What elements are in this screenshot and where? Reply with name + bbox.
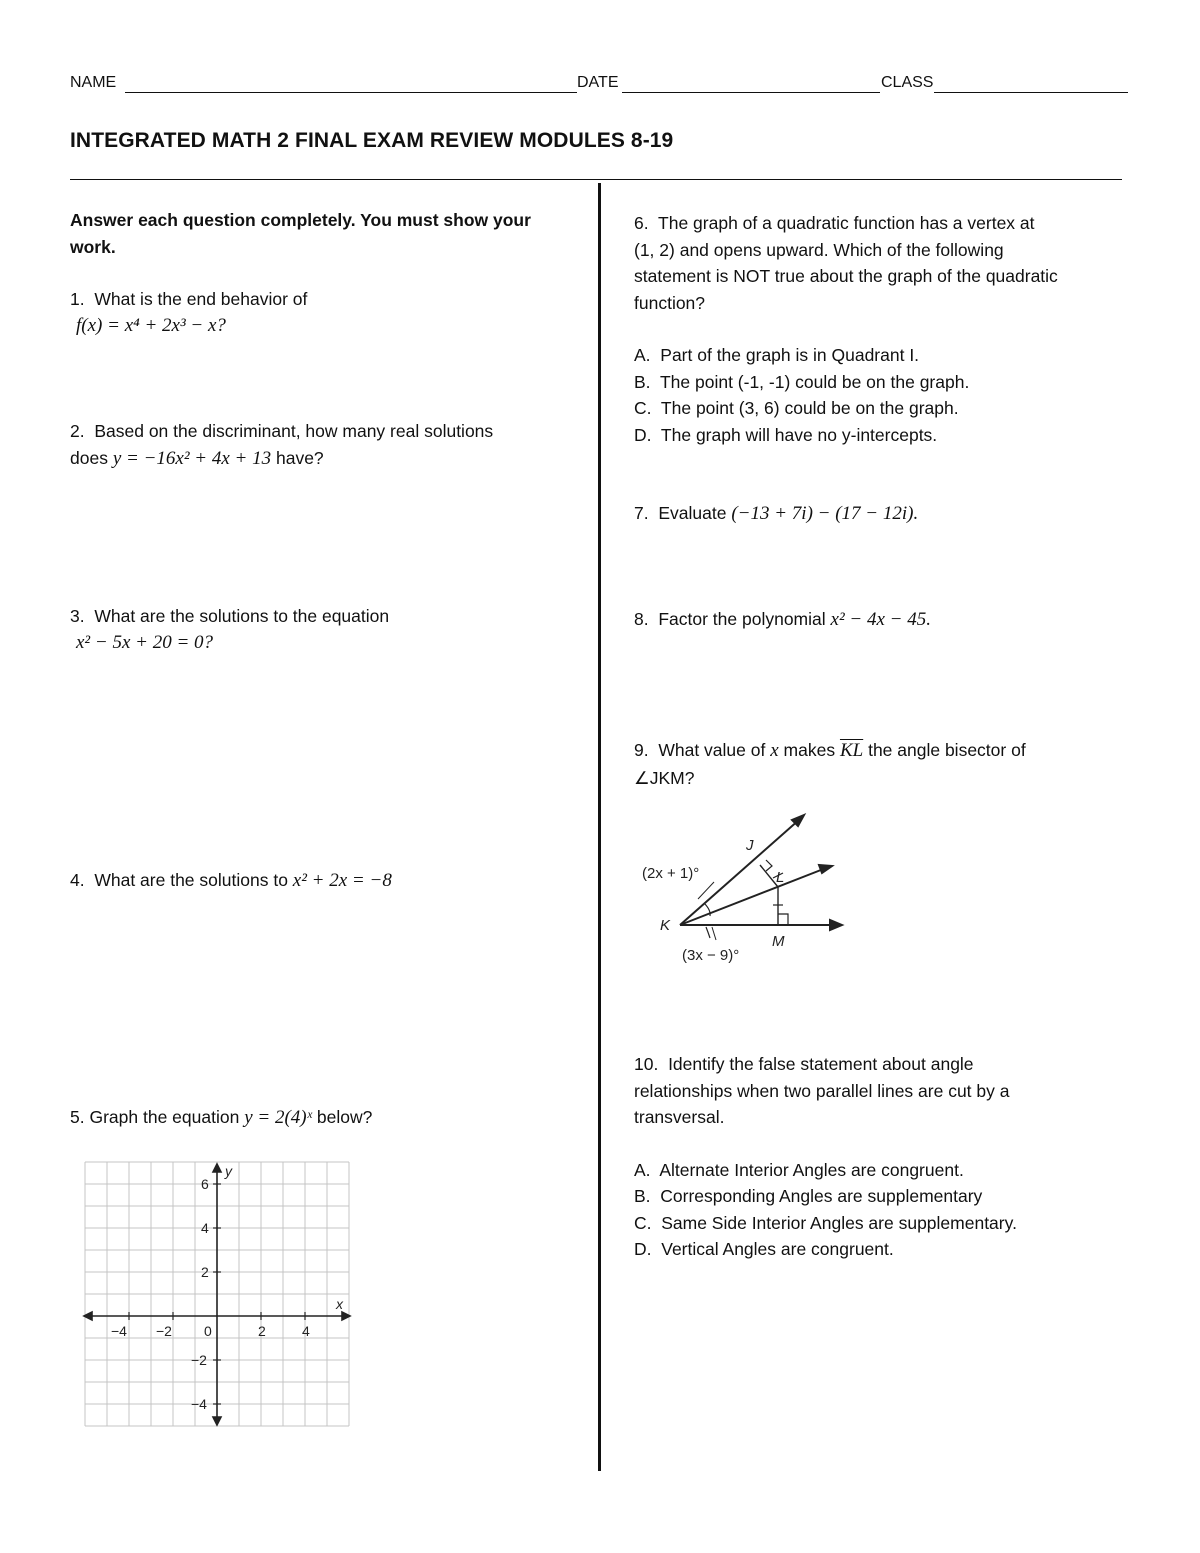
question-6 xyxy=(634,210,1134,448)
ray-kl-arrow xyxy=(819,865,832,873)
q6-option-a[interactable]: A. Part of the graph is in Quadrant I. xyxy=(634,345,920,365)
date-label: DATE xyxy=(577,74,619,91)
question-3 xyxy=(70,603,570,656)
question-4 xyxy=(70,867,570,895)
y-tick-label: 2 xyxy=(201,1264,209,1280)
question-9 xyxy=(634,737,1134,791)
x-tick-label: 2 xyxy=(258,1323,266,1339)
y-axis-label: y xyxy=(225,1163,232,1179)
label-j: J xyxy=(746,837,754,854)
question-1 xyxy=(70,286,570,339)
q7-text: Evaluate xyxy=(658,503,727,523)
x-tick-label: 4 xyxy=(302,1323,310,1339)
q1-text: What is the end behavior of xyxy=(94,289,308,309)
name-field[interactable] xyxy=(125,92,577,93)
q6-line: (1, 2) and opens upward. Which of the following xyxy=(634,239,1004,260)
class-field[interactable] xyxy=(934,92,1128,93)
q10-line: transversal. xyxy=(634,1107,725,1127)
q6-line: statement is NOT true about the graph of the quadratic xyxy=(634,266,1058,286)
question-10 xyxy=(634,1051,1134,1263)
page-title: INTEGRATED MATH 2 FINAL EXAM REVIEW MODULES 8-19 xyxy=(70,129,674,152)
angle-bisector-figure xyxy=(636,810,850,970)
date-field[interactable] xyxy=(622,92,880,93)
q10-option-d[interactable]: D. Vertical Angles are congruent. xyxy=(634,1239,894,1259)
q9-text3: the angle bisector of xyxy=(868,740,1026,760)
q10-line: relationships when two parallel lines are cut by a xyxy=(634,1080,1010,1101)
q2-text3: have? xyxy=(275,447,324,468)
q7-math: (−13 + 7i) − (17 − 12i). xyxy=(731,503,919,524)
y-axis-arrow-down xyxy=(213,1417,221,1425)
q1-number: 1. xyxy=(70,289,85,309)
ray-kl xyxy=(680,868,826,925)
label-k: K xyxy=(660,917,671,934)
q8-math: x² − 4x − 45. xyxy=(830,609,931,630)
x-axis-label: x xyxy=(336,1296,343,1312)
q9-text2: makes xyxy=(783,740,836,760)
q2-text: Based on the discriminant, how many real solutions xyxy=(94,421,494,441)
q9-number: 9. xyxy=(634,740,649,760)
title-divider xyxy=(70,179,1122,180)
q4-text: What are the solutions to xyxy=(94,870,288,890)
q1-math: f(x) = x⁴ + 2x³ − x? xyxy=(76,314,226,336)
q5-number: 5. xyxy=(70,1107,85,1127)
x-tick-label: −4 xyxy=(111,1323,127,1339)
q5-text: Graph the equation xyxy=(89,1107,240,1127)
q2-math: y = −16x² + 4x + 13 xyxy=(112,447,272,469)
angle-label-top: (2x + 1)° xyxy=(642,865,700,882)
q10-option-a[interactable]: A. Alternate Interior Angles are congruent. xyxy=(634,1159,964,1180)
ray-km-arrow xyxy=(830,920,842,930)
x-tick-label: −2 xyxy=(156,1323,172,1339)
q6-line: function? xyxy=(634,292,706,313)
question-2 xyxy=(70,418,580,472)
y-tick-label: 4 xyxy=(201,1220,209,1236)
question-5 xyxy=(70,1104,570,1132)
q9-math-kl: $\overline{KL}$ xyxy=(839,740,864,761)
class-label: CLASS xyxy=(881,74,934,91)
name-label: NAME xyxy=(70,74,117,91)
q5-math: y = 2(4)ˣ xyxy=(244,1107,312,1128)
angle-arc-bottom xyxy=(706,927,710,938)
q6-option-c[interactable]: C. The point (3, 6) could be on the graph. xyxy=(634,398,959,418)
instructions: Answer each question completely. You must show your work. xyxy=(70,210,531,257)
q6-line: The graph of a quadratic function has a vertex at xyxy=(658,213,1035,233)
q9-line2: ∠JKM? xyxy=(634,767,695,788)
q4-number: 4. xyxy=(70,870,85,890)
q3-text: What are the solutions to the equation xyxy=(94,606,390,626)
y-tick-label: −4 xyxy=(191,1396,207,1412)
q3-math: x² − 5x + 20 = 0? xyxy=(76,631,214,653)
q10-number: 10. xyxy=(634,1054,659,1074)
y-tick-label: −2 xyxy=(191,1352,207,1368)
y-tick-label: 6 xyxy=(201,1176,209,1192)
q4-math: x² + 2x = −8 xyxy=(292,870,392,891)
q10-line: Identify the false statement about angle xyxy=(668,1054,974,1074)
q10-option-b[interactable]: B. Corresponding Angles are supplementary xyxy=(634,1186,983,1206)
label-m: M xyxy=(772,933,785,950)
coordinate-grid[interactable] xyxy=(80,1158,356,1430)
q6-number: 6. xyxy=(634,213,649,233)
origin-label: 0 xyxy=(204,1323,212,1339)
angle-label-bottom: (3x − 9)° xyxy=(682,947,740,964)
q9-math-x: x xyxy=(770,740,779,761)
right-angle-mark-j xyxy=(766,860,772,871)
question-8 xyxy=(634,606,1134,634)
q7-number: 7. xyxy=(634,503,649,523)
q8-number: 8. xyxy=(634,609,649,629)
q6-option-d[interactable]: D. The graph will have no y-intercepts. xyxy=(634,424,938,445)
label-l: L xyxy=(776,869,785,886)
q3-number: 3. xyxy=(70,606,85,626)
q2-text2: does xyxy=(70,447,108,468)
q2-number: 2. xyxy=(70,421,85,441)
label-pointer-bottom xyxy=(712,927,716,940)
y-axis-arrow-up xyxy=(213,1164,221,1172)
question-7 xyxy=(634,500,1134,528)
q6-option-b[interactable]: B. The point (-1, -1) could be on the graph. xyxy=(634,371,970,392)
q10-option-c[interactable]: C. Same Side Interior Angles are supplementary. xyxy=(634,1212,1017,1233)
q5-text2: below? xyxy=(316,1107,373,1127)
q9-text: What value of xyxy=(658,740,766,760)
q8-text: Factor the polynomial xyxy=(658,609,826,629)
column-divider xyxy=(598,183,601,1471)
right-angle-mark-m xyxy=(778,914,788,925)
